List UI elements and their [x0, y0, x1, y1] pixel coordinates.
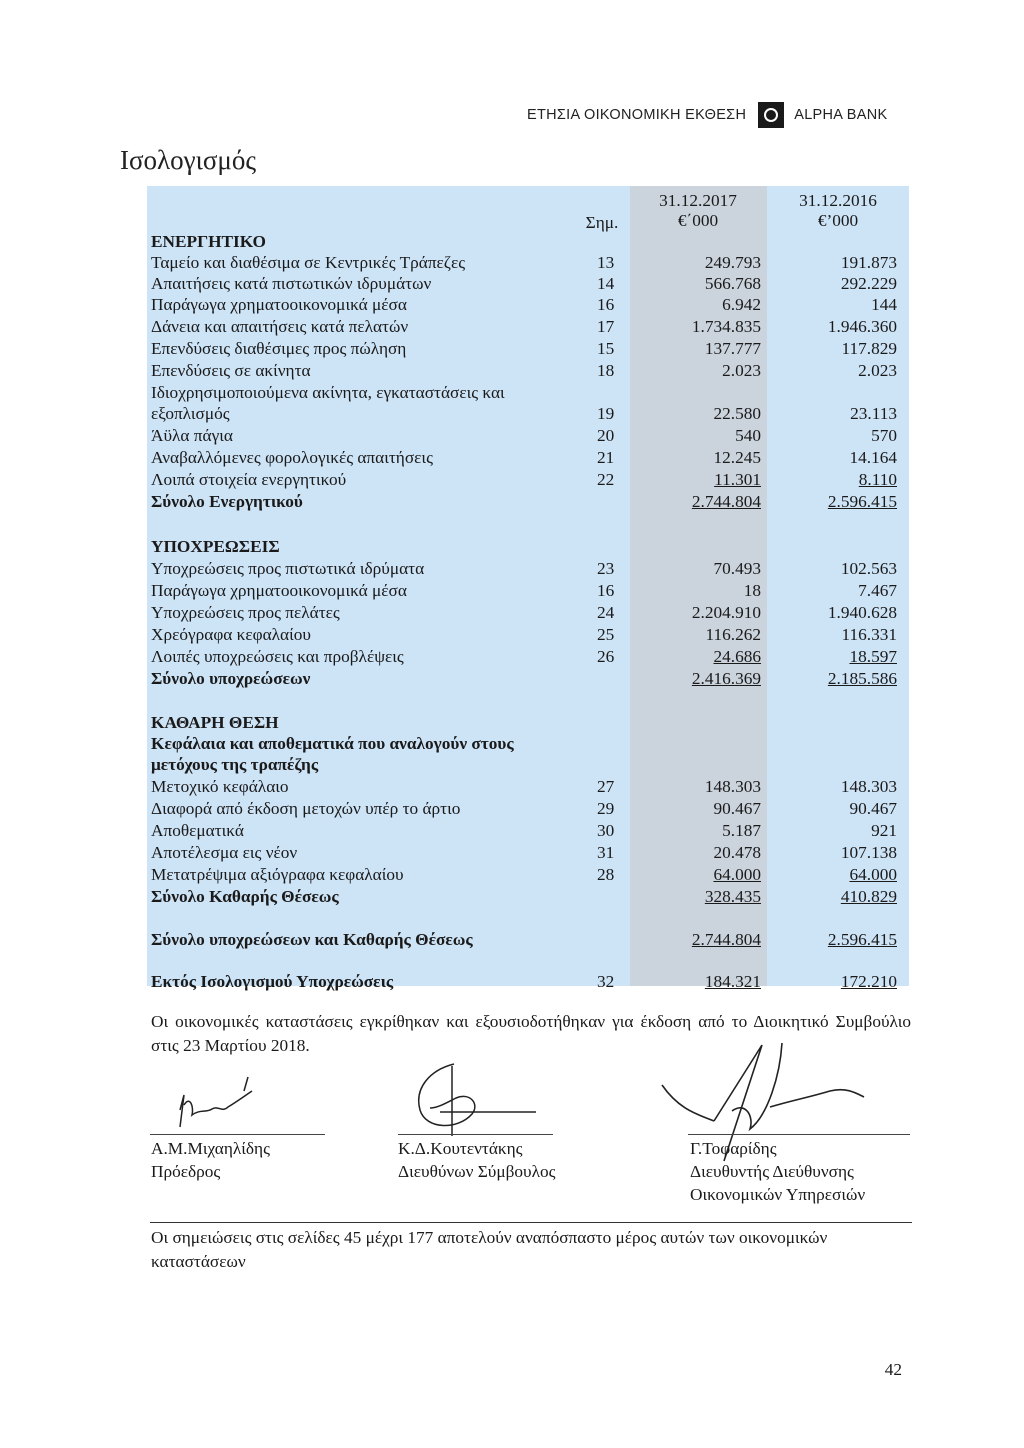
- value-2016: 8.110: [858, 470, 897, 489]
- signatory-role: Πρόεδρος: [151, 1162, 221, 1181]
- assets-heading: ΕΝΕΡΓΗΤΙΚΟ: [151, 232, 266, 251]
- row-note: 16: [597, 295, 615, 314]
- row-note: 22: [597, 470, 615, 489]
- signatory-chairman: [151, 1137, 270, 1183]
- off-balance-row: [0, 971, 1024, 993]
- total-value-2017: 328.435: [704, 887, 761, 906]
- table-row: [0, 798, 1024, 820]
- equity-total-row: [0, 886, 1024, 908]
- signatory-name: Α.Μ.Μιχαηλίδης: [151, 1139, 270, 1158]
- row-label: Αποτέλεσμα εις νέον: [151, 843, 298, 862]
- row-note: 31: [597, 843, 615, 862]
- value-2017: 1.734.835: [691, 317, 761, 336]
- value-2016: 90.467: [849, 799, 897, 818]
- value-2017: 2.204.910: [691, 603, 761, 622]
- value-2016: 64.000: [849, 865, 897, 884]
- signatory-role: Διευθυντής Διεύθυνσης: [690, 1162, 854, 1181]
- table-row: [0, 602, 1024, 624]
- total-label: Σύνολο υποχρεώσεων και Καθαρής Θέσεως: [151, 930, 473, 949]
- note-column-header: Σημ.: [585, 213, 619, 232]
- signature-line: [150, 1134, 325, 1135]
- signature-line: [688, 1134, 910, 1135]
- value-2017: 137.777: [704, 339, 761, 358]
- date-2017-header: 31.12.2017: [659, 191, 737, 210]
- unit-2017-header: €΄000: [677, 211, 719, 230]
- value-2016: 107.138: [840, 843, 897, 862]
- value-2017: 24.686: [713, 647, 761, 666]
- value-2017: 18: [743, 581, 761, 600]
- total-value-2016: 2.185.586: [827, 669, 897, 688]
- value-2016: 2.023: [858, 361, 897, 380]
- value-2016: 7.467: [858, 581, 897, 600]
- table-row: [0, 842, 1024, 864]
- total-value-2017: 2.744.804: [691, 492, 761, 511]
- signatory-cfo: [690, 1137, 865, 1206]
- value-2016: 1.940.628: [827, 603, 897, 622]
- table-row: [0, 403, 1024, 425]
- row-label: Αποθεματικά: [151, 821, 244, 840]
- value-2017: 64.000: [713, 865, 761, 884]
- value-2017: 540: [735, 426, 761, 445]
- value-2017: 90.467: [713, 799, 761, 818]
- unit-2016-header: €’000: [817, 211, 859, 230]
- liabilities-total-row: [0, 668, 1024, 690]
- signatory-role: Διευθύνων Σύμβουλος: [398, 1162, 556, 1181]
- equity-subheading-row: [0, 733, 1024, 755]
- total-value-2016: 410.829: [840, 887, 897, 906]
- total-value-2016: 172.210: [840, 972, 897, 991]
- total-label: Σύνολο Καθαρής Θέσεως: [151, 887, 339, 906]
- value-2017: 11.301: [714, 470, 761, 489]
- value-2017: 116.262: [705, 625, 761, 644]
- row-note: 21: [597, 448, 615, 467]
- signatory-name: Κ.Δ.Κουτεντάκης: [398, 1139, 523, 1158]
- table-row: [0, 425, 1024, 447]
- footer-note: Οι σημειώσεις στις σελίδες 45 μέχρι 177 αποτελούν αναπόσπαστο μέρος αυτών των οικονομικών καταστάσεων: [151, 1228, 828, 1271]
- signature-line: [398, 1134, 553, 1135]
- table-row: [0, 447, 1024, 469]
- value-2017: 5.187: [722, 821, 761, 840]
- approval-statement: Οι οικονομικές καταστάσεις εγκρίθηκαν και εξουσιοδοτήθηκαν για έκδοση από το Διοικητικό Συμβούλιο στις 23 Μαρτίου 2018.: [151, 1012, 911, 1055]
- date-2016-header: 31.12.2016: [799, 191, 877, 210]
- value-2017: 70.493: [713, 559, 761, 578]
- row-note: 27: [597, 777, 615, 796]
- row-note: 17: [597, 317, 615, 336]
- row-label: Επενδύσεις διαθέσιμες προς πώληση: [151, 339, 407, 358]
- equity-subheading: μετόχους της τραπέζης: [151, 755, 319, 774]
- equity-heading-row: [0, 712, 1024, 734]
- row-label: Μετοχικό κεφάλαιο: [151, 777, 289, 796]
- value-2017: 148.303: [704, 777, 761, 796]
- total-value-2017: 184.321: [704, 972, 761, 991]
- row-note: 14: [597, 274, 615, 293]
- value-2017: 2.023: [722, 361, 761, 380]
- report-header: [527, 100, 887, 130]
- page-number: 42: [884, 1360, 902, 1379]
- value-2016: 14.164: [849, 448, 897, 467]
- bank-name: ALPHA BANK: [794, 107, 888, 123]
- signatory-ceo: [398, 1137, 555, 1183]
- page-title: Ισολογισμός: [120, 145, 257, 175]
- row-label: Διαφορά από έκδοση μετοχών υπέρ το άρτιο: [151, 799, 461, 818]
- table-row: [0, 294, 1024, 316]
- value-2016: 23.113: [850, 404, 897, 423]
- table-row: [0, 558, 1024, 580]
- value-2016: 117.829: [841, 339, 897, 358]
- row-note: 29: [597, 799, 615, 818]
- table-row: [0, 820, 1024, 842]
- row-label: Μετατρέψιμα αξιόγραφα κεφαλαίου: [151, 865, 404, 884]
- table-row: [0, 624, 1024, 646]
- row-label: Λοιπές υποχρεώσεις και προβλέψεις: [151, 647, 404, 666]
- total-label: Σύνολο Ενεργητικού: [151, 492, 303, 511]
- value-2016: 18.597: [849, 647, 897, 666]
- row-note: 28: [597, 865, 615, 884]
- row-note: 18: [597, 361, 615, 380]
- row-label: Αναβαλλόμενες φορολογικές απαιτήσεις: [151, 448, 433, 467]
- equity-heading: ΚΑΘΑΡΗ ΘΕΣΗ: [151, 713, 279, 732]
- total-value-2016: 2.596.415: [827, 492, 897, 511]
- row-label: Παράγωγα χρηματοοικονομικά μέσα: [151, 581, 407, 600]
- table-row: [0, 316, 1024, 338]
- row-label: Παράγωγα χρηματοοικονομικά μέσα: [151, 295, 407, 314]
- liabilities-heading: ΥΠΟΧΡΕΩΣΕΙΣ: [151, 537, 280, 556]
- row-label: Επενδύσεις σε ακίνητα: [151, 361, 311, 380]
- row-note: 13: [597, 253, 615, 272]
- row-label: Άϋλα πάγια: [151, 426, 233, 445]
- equity-subheading: Κεφάλαια και αποθεματικά που αναλογούν στους: [151, 734, 514, 753]
- row-label: Δάνεια και απαιτήσεις κατά πελατών: [151, 317, 409, 336]
- value-2016: 102.563: [840, 559, 897, 578]
- value-2016: 570: [871, 426, 897, 445]
- value-2017: 249.793: [704, 253, 761, 272]
- table-row: [0, 469, 1024, 491]
- row-label: εξοπλισμός: [151, 404, 230, 423]
- report-title: ΕΤΗΣΙΑ ΟΙΚΟΝΟΜΙΚΗ ΕΚΘΕΣΗ: [527, 107, 747, 123]
- row-note: 20: [597, 426, 615, 445]
- alpha-bank-logo-icon: [758, 102, 784, 128]
- total-value-2017: 2.744.804: [691, 930, 761, 949]
- row-note: 19: [597, 404, 615, 423]
- total-label: Εκτός Ισολογισμού Υποχρεώσεις: [151, 972, 394, 991]
- grand-total-row: [0, 929, 1024, 951]
- value-2016: 116.331: [841, 625, 897, 644]
- value-2016: 144: [871, 295, 897, 314]
- table-row: [0, 252, 1024, 274]
- row-note: 16: [597, 581, 615, 600]
- row-note: 23: [597, 559, 615, 578]
- footer-divider: [150, 1222, 912, 1223]
- value-2016: 148.303: [840, 777, 897, 796]
- equity-subheading-row: [0, 754, 1024, 776]
- chairman-signature: [160, 1065, 280, 1135]
- assets-total-row: [0, 491, 1024, 513]
- row-note: 15: [597, 339, 615, 358]
- row-label: Ιδιοχρησιμοποιούμενα ακίνητα, εγκαταστάσεις και: [151, 383, 505, 402]
- value-2017: 6.942: [722, 295, 761, 314]
- value-2016: 292.229: [840, 274, 897, 293]
- value-2017: 566.768: [704, 274, 761, 293]
- total-value-2016: 2.596.415: [827, 930, 897, 949]
- table-row: [0, 382, 1024, 404]
- value-2016: 921: [871, 821, 897, 840]
- signatory-name: Γ.Τοφαρίδης: [690, 1139, 777, 1158]
- table-row: [0, 776, 1024, 798]
- value-2017: 22.580: [713, 404, 761, 423]
- row-label: Χρεόγραφα κεφαλαίου: [151, 625, 311, 644]
- row-label: Υποχρεώσεις προς πελάτες: [151, 603, 340, 622]
- row-note: 30: [597, 821, 615, 840]
- row-label: Λοιπά στοιχεία ενεργητικού: [151, 470, 347, 489]
- total-value-2017: 2.416.369: [691, 669, 761, 688]
- liabilities-heading-row: [0, 536, 1024, 558]
- assets-heading-row: [0, 231, 1024, 253]
- row-note: 24: [597, 603, 615, 622]
- table-row: [0, 360, 1024, 382]
- row-note: 32: [597, 972, 615, 991]
- value-2017: 20.478: [713, 843, 761, 862]
- table-row: [0, 864, 1024, 886]
- table-row: [0, 273, 1024, 295]
- total-label: Σύνολο υποχρεώσεων: [151, 669, 311, 688]
- row-note: 26: [597, 647, 615, 666]
- row-note: 25: [597, 625, 615, 644]
- row-label: Απαιτήσεις κατά πιστωτικών ιδρυμάτων: [151, 274, 432, 293]
- value-2016: 191.873: [840, 253, 897, 272]
- row-label: Υποχρεώσεις προς πιστωτικά ιδρύματα: [151, 559, 425, 578]
- table-row: [0, 580, 1024, 602]
- signatory-role: Οικονομικών Υπηρεσιών: [690, 1185, 866, 1204]
- table-row: [0, 338, 1024, 360]
- table-row: [0, 646, 1024, 668]
- value-2016: 1.946.360: [827, 317, 897, 336]
- row-label: Ταμείο και διαθέσιμα σε Κεντρικές Τράπεζες: [151, 253, 466, 272]
- value-2017: 12.245: [713, 448, 761, 467]
